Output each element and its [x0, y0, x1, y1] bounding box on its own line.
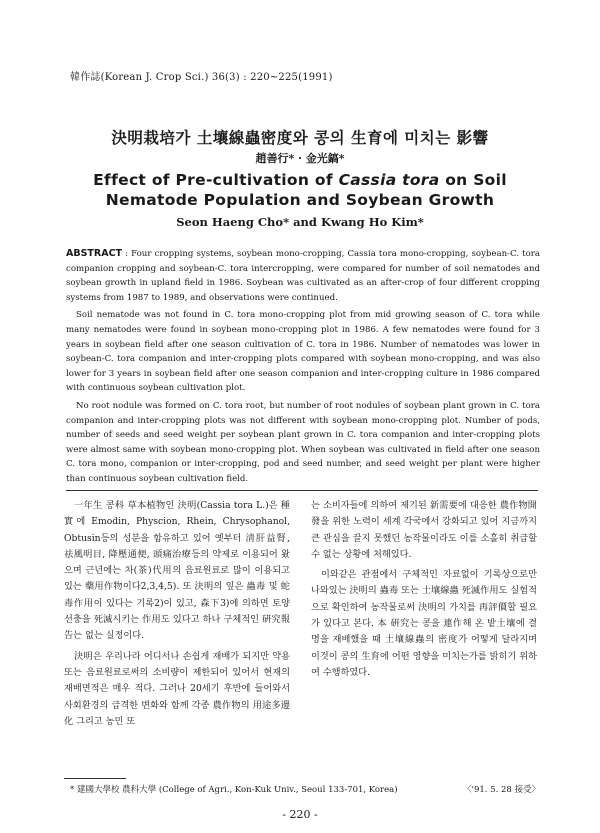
body-paragraph: 一年生 콩科 草本植物인 決明(Cassia tora L.)은 種實에 Emodin, Physcion, Rhein, Chrysophanol, Obtusin등의 성분을 함유하고 있어 옛부터 淸肝益腎, 祛風明目, 降壓通便, 頭痛治療등의 약제로 이용되어 왔으며 근년에는 차(茶)代用의 음료원료로 많이 이용되고 있는 藥用作物이다2,3,4,5). 또 決明의 잎은 蟲毒 및 蛇毒作用이 있다는 기록2)이 있고, 森下3)에 의하면 토양선충을 死滅시키는 作用도 있다고 하나 구체적인 硏究報告는 없는 실정이다. — [64, 500, 290, 642]
english-title-line2: Nematode Population and Soybean Growth — [105, 191, 495, 209]
footnote-divider — [64, 778, 126, 779]
body-paragraph: 는 소비자들에 의하여 제기된 新需要에 대응한 農作物開發을 위한 노력이 세계 각국에서 강화되고 있어 지금까지 큰 관심을 끌지 못했던 농작물이라도 이를 소홀히 취급할 수 없는 상황에 처해있다. — [311, 500, 537, 560]
affiliation-footnote: * 建國大學校 農科大學 (College of Agri., Kon-Kuk Univ., Seoul 133-701, Korea) — [70, 785, 398, 795]
page-number: - 220 - — [282, 808, 318, 821]
korean-authors: 趙善行* · 金光鎬* — [255, 152, 345, 165]
english-title-line1-post: on Soil — [439, 171, 507, 189]
body-left-column — [64, 498, 290, 734]
english-title — [0, 170, 600, 210]
abstract-paragraph-3: No root nodule was formed on C. tora root, but number of root nodules of soybean plant grown in C. tora companion and inter-cropping plots was not different with soybean mono-cropping plot. Number of pods, number of seeds and seed weight per soybean plant grown in C. tora companion and inter-cropping plots were almost same with soybean mono-cropping plot. When soybean was cultivated in field after one season C. tora mono, companion or inter-cropping, pod and seed number, and seed weight per plant were higher than continuous soybean cultivation field. — [66, 400, 540, 484]
received-date: 〈'91. 5. 28 接受〉 — [463, 785, 540, 795]
abstract-paragraph-2: Soil nematode was not found in C. tora mono-cropping plot from mid growing season of C. tora while many nematodes were found in soybean mono-cropping plot in 1986. A few nematodes were found for 3 years in soybean field after one season cultivation of C. tora in 1986. Number of nematodes was lower in soybean-C. tora companion and inter-cropping plots compared with soybean mono-cropping, and was also lower for 3 years in soybean field after one season companion and inter-cropping culture in 1986 compared with continuous soybean cultivation plot. — [66, 310, 540, 394]
english-authors: Seon Haeng Cho* and Kwang Ho Kim* — [176, 215, 424, 229]
abstract-paragraph-1 — [66, 247, 540, 305]
english-title-line1-pre: Effect of Pre-cultivation of — [93, 171, 339, 189]
abstract-divider — [66, 490, 538, 491]
abstract-label: ABSTRACT — [66, 248, 123, 259]
body-paragraph: 決明은 우리나라 어디서나 손쉽게 재배가 되지만 약용 또는 음료원료로써의 소비량이 제한되어 있어서 현재의 재배면적은 매우 적다. 그러나 20세기 후반에 들어와서 사회환경의 급격한 변화와 함께 각종 農作物의 用途多邊化 그리고 농민 또 — [64, 650, 290, 727]
korean-title: 決明栽培가 土壤線蟲密度와 콩의 生育에 미치는 影響 — [111, 128, 489, 147]
body-right-column — [311, 498, 537, 685]
journal-citation: 韓作誌(Korean J. Crop Sci.) 36(3) : 220~225(1991) — [70, 72, 333, 83]
abstract — [66, 247, 540, 490]
english-title-italic: Cassia tora — [338, 171, 440, 189]
body-paragraph: 이와같은 관점에서 구체적인 자료없이 기록상으로만 나와있는 決明의 蟲毒 또는 土壤線蟲 死滅作用도 실험적으로 확인하여 농작물로써 決明의 가치를 再評價할 필요가 있다고 본다. 本 硏究는 콩을 連作해 온 밭土壤에 결명을 재배했을 때 土壤線蟲의 密度가 어떻게 달라지며 이것이 콩의 生育에 어떤 영향을 미치는가를 밝히기 위하여 수행하였다. — [311, 569, 537, 678]
abstract-text-1: : Four cropping systems, soybean mono-cropping, Cassia tora mono-cropping, soybean-C. tora companion cropping and soybean-C. tora intercropping, were compared for number of soil nematodes and soybean growth in upland field in 1986. Soybean was cultivated as an after-crop of four different cropping systems from 1987 to 1989, and observations were continued. — [66, 249, 541, 303]
